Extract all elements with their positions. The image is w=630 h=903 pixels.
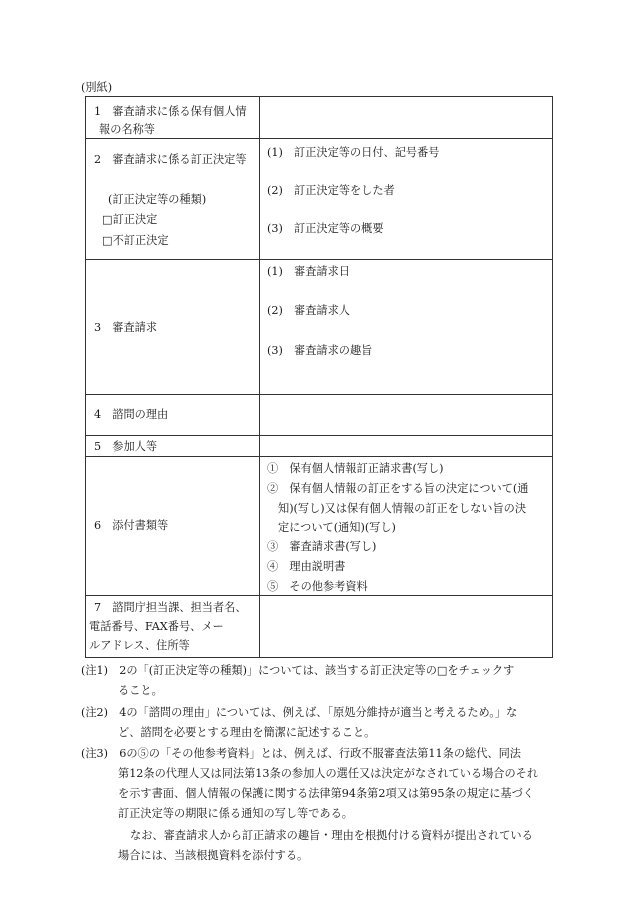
row-5-label-cell <box>86 436 260 457</box>
row-2-item-3: (3) 訂正決定等の概要 <box>267 222 384 235</box>
row-3-item-2: (2) 審査請求人 <box>267 304 350 317</box>
row-7-contact <box>86 596 553 658</box>
row-4-label: 4 諮問の理由 <box>94 408 169 421</box>
attachment-item-3: ③ 審査請求書(写し) <box>267 540 377 553</box>
row-4-label-cell <box>86 395 260 436</box>
row-1-personal-info-name <box>86 97 553 139</box>
inquiry-form-table <box>85 96 553 658</box>
note-3-cont-1: 第12条の代理人又は同法第13条の参加人の選任又は決定がなされている場合のそれ <box>118 767 539 780</box>
row-7-label-cell <box>86 596 260 658</box>
note-3-para-2: なお、審査請求人から訂正請求の趣旨・理由を根拠付ける資料が提出されている <box>130 829 533 842</box>
row-2-label-cell <box>86 139 260 260</box>
note-3-cont-3: 訂正決定等の期限に係る通知の写し等である。 <box>118 807 353 820</box>
row-3-value-cell <box>260 260 553 395</box>
row-5-value-cell[interactable] <box>260 436 553 457</box>
no-correction-decision-checkbox[interactable]: □不訂正決定 <box>102 234 169 247</box>
attachment-item-4: ④ 理由説明書 <box>267 560 346 573</box>
row-6-label-cell <box>86 457 260 596</box>
row-4-value-cell[interactable] <box>260 395 553 436</box>
row-2-correction-decision <box>86 139 553 260</box>
note-3-cont-2: を示す書面、個人情報の保護に関する法律第94条第2項又は第95条の規定に基づく <box>118 787 534 800</box>
note-1-cont: ること。 <box>118 684 163 697</box>
row-1-value-cell[interactable] <box>260 97 553 139</box>
correction-decision-checkbox[interactable]: □訂正決定 <box>102 213 158 226</box>
attachment-item-2-cont-2: 定について(通知)(写し) <box>278 521 396 534</box>
row-3-item-3: (3) 審査請求の趣旨 <box>267 344 373 357</box>
note-2-cont: ど、諮問を必要とする理由を簡潔に記述すること。 <box>118 726 376 739</box>
row-6-label: 6 添付書類等 <box>94 519 169 532</box>
row-2-label: 2 審査請求に係る訂正決定等 <box>94 153 247 166</box>
row-1-label-cell <box>86 97 260 139</box>
row-6-value-cell <box>260 457 553 596</box>
note-3-para-2-cont: 場合には、当該根拠資料を添付する。 <box>118 849 309 862</box>
row-3-label: 3 審査請求 <box>94 321 158 334</box>
row-6-attachments <box>86 457 553 596</box>
attachment-item-2-cont-1: 知)(写し)又は保有個人情報の訂正をしない旨の決 <box>278 502 527 515</box>
row-7-label-line-3: ルアドレス、住所等 <box>89 639 190 652</box>
row-3-review-request <box>86 260 553 395</box>
row-3-item-1: (1) 審査請求日 <box>267 265 350 278</box>
row-1-label-line-2: 報の名称等 <box>99 123 155 136</box>
note-3: (注3) 6の⑤の「その他参考資料」とは、例えば、行政不服審査法第11条の総代、同法 <box>81 747 521 760</box>
row-1-label-line-1: 1 審査請求に係る保有個人情 <box>94 105 247 118</box>
row-5-participants <box>86 436 553 457</box>
attachment-item-5: ⑤ その他参考資料 <box>267 580 368 593</box>
row-2-item-2: (2) 訂正決定等をした者 <box>267 184 395 197</box>
row-2-item-1: (1) 訂正決定等の日付、記号番号 <box>267 146 440 159</box>
row-7-label-line-2: 電話番号、FAX番号、メー <box>89 620 224 633</box>
decision-kind-heading: (訂正決定等の種類) <box>108 193 207 206</box>
note-1: (注1) 2の「(訂正決定等の種類)」については、該当する訂正決定等の□をチェックす <box>81 664 515 677</box>
attachment-item-1: ① 保有個人情報訂正請求書(写し) <box>267 462 444 475</box>
row-7-value-cell[interactable] <box>260 596 553 658</box>
attachment-caption: (別紙) <box>81 81 113 94</box>
row-5-label: 5 参加人等 <box>94 440 158 453</box>
row-2-value-cell <box>260 139 553 260</box>
note-2: (注2) 4の「諮問の理由」については、例えば、「原処分維持が適当と考えるため。」な <box>81 706 518 719</box>
row-4-inquiry-reason <box>86 395 553 436</box>
row-7-label-line-1: 7 諮問庁担当課、担当者名、 <box>94 601 247 614</box>
attachment-item-2: ② 保有個人情報の訂正をする旨の決定について(通 <box>267 482 529 495</box>
row-3-label-cell <box>86 260 260 395</box>
